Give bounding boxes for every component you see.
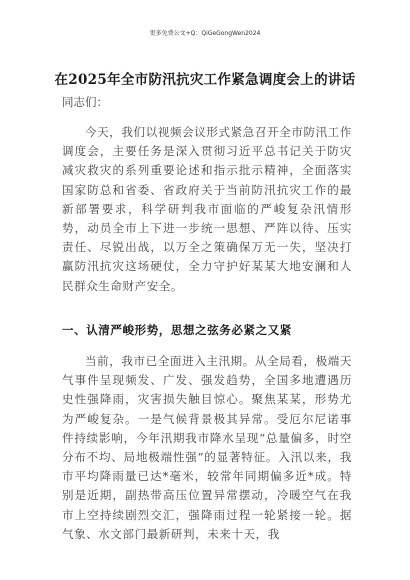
header-note: 更多免费公文+Q：QiGeGongWen2024	[149, 30, 261, 37]
section-heading: 一、认清严峻形势，思想之弦务必紧之又紧	[62, 323, 292, 337]
paragraph: 今天，我们以视频会议形式紧急召开全市防汛工作调度会，主要任务是深入贯彻习近平总书记关于防灾减灾救灾的系列重要论述和指示批示精神，全面落实国家防总和省委、省政府关于当前防汛抗灾工作的最新部署要求，科学研判我市面临的严峻复杂汛情形势，动员全市上下进一步统一思想、严阵以待、压实责任、尽锐出战，以万全之策确保万无一失，坚决打赢防汛抗灾这场硬仗，全力守护好某某大地安澜和人民群众生命财产安全。	[62, 125, 352, 293]
document-title: 在2025年全市防汛抗灾工作紧急调度会上的讲话	[54, 72, 356, 88]
paragraph: 当前，我市已全面进入主汛期。从全局看，极端天气事件呈现频发、广发、强发趋势，全国多地遭遇历史性强降雨，灾害损失触目惊心。聚焦某某，形势尤为严峻复杂。一是气候背景极其异常。受厄尔尼诺事件持续影响，今年汛期我市降水呈现“总量偏多，时空分布不均、局地极端性强”的显著特征。入汛以来，我市平均降雨量已达*毫米，较常年同期偏多近*成。特别是近期，副热带高压位置异常摆动，冷暖空气在我市上空持续剧烈交汇，强降雨过程一轮紧接一轮。据气象、水文部门最新研判，未来十天，我	[62, 354, 352, 541]
salutation: 同志们：	[62, 95, 108, 109]
